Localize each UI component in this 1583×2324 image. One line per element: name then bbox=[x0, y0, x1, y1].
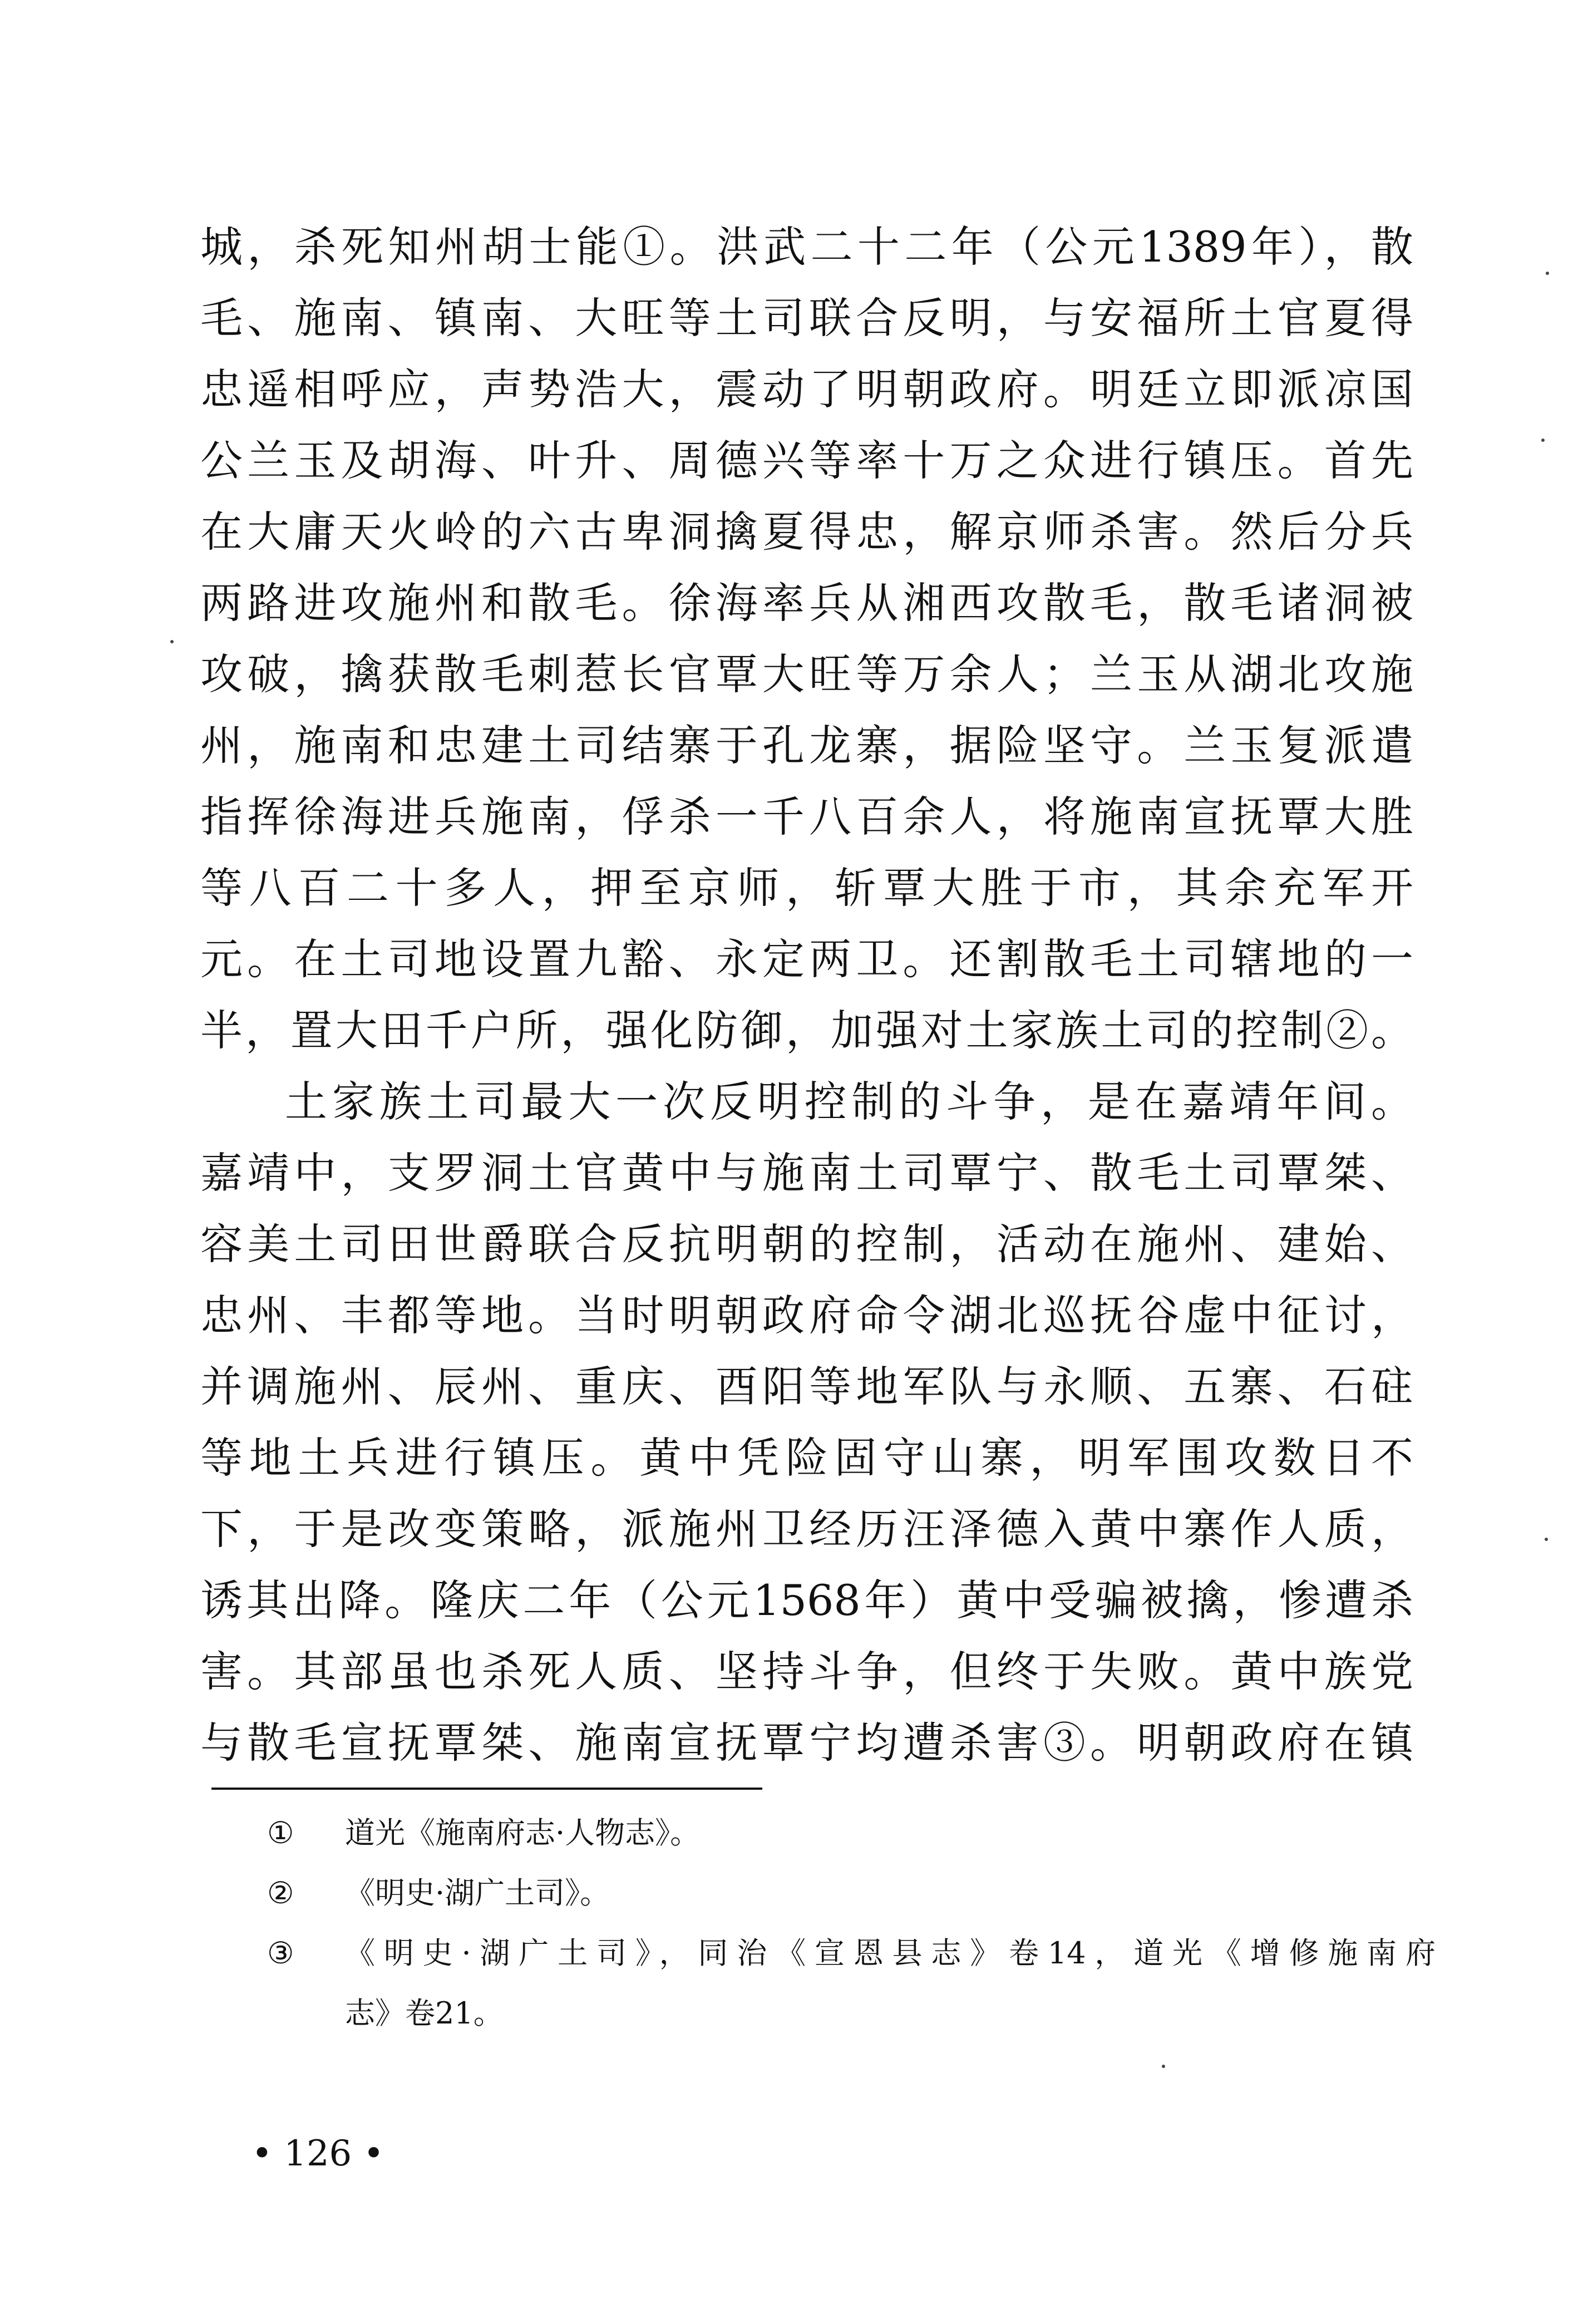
text-line: 攻破，擒获散毛刺惹长官覃大旺等万余人；兰玉从湖北攻施 bbox=[200, 649, 1413, 699]
text-line: 忠州、丰都等地。当时明朝政府命令湖北巡抚谷虚中征讨， bbox=[200, 1291, 1413, 1340]
footnotes bbox=[267, 1803, 1436, 2044]
footnote-marker: ① bbox=[267, 1815, 294, 1850]
text-line: 等地土兵进行镇压。黄中凭险固守山寨，明军围攻数日不 bbox=[200, 1433, 1413, 1483]
text-line: 等八百二十多人，押至京师，斩覃大胜于市，其余充军开 bbox=[200, 863, 1413, 913]
page-number: • 126 • bbox=[251, 2133, 384, 2174]
scan-speck bbox=[1162, 2065, 1165, 2068]
text-line: 忠遥相呼应，声势浩大，震动了明朝政府。明廷立即派凉国 bbox=[200, 365, 1413, 414]
text-line: 两路进攻施州和散毛。徐海率兵从湘西攻散毛，散毛诸洞被 bbox=[200, 578, 1413, 628]
text-line: 容美土司田世爵联合反抗明朝的控制，活动在施州、建始、 bbox=[200, 1219, 1413, 1269]
scan-speck bbox=[170, 640, 174, 643]
text-line: 与散毛宣抚覃桀、施南宣抚覃宁均遭杀害③。明朝政府在镇 bbox=[200, 1718, 1413, 1767]
text-line: 元。在土司地设置九豁、永定两卫。还割散毛土司辖地的一 bbox=[200, 934, 1413, 984]
text-line: 城，杀死知州胡士能①。洪武二十二年（公元1389年），散 bbox=[200, 222, 1413, 272]
footnote-text: 《明史·湖广土司》，同治《宣恩县志》卷14，道光《增修施南府 bbox=[345, 1936, 1436, 1971]
footnote-marker: ③ bbox=[267, 1936, 294, 1971]
footnote-continuation: 志》卷21。 bbox=[345, 1996, 504, 2031]
scan-speck bbox=[1545, 1538, 1548, 1541]
text-line: 嘉靖中，支罗洞土官黄中与施南土司覃宁、散毛土司覃桀、 bbox=[200, 1148, 1413, 1198]
text-line: 在大庸天火岭的六古卑洞擒夏得忠，解京师杀害。然后分兵 bbox=[200, 507, 1413, 557]
text-line: 并调施州、辰州、重庆、酉阳等地军队与永顺、五寨、石砫 bbox=[200, 1362, 1413, 1411]
text-line: 公兰玉及胡海、叶升、周德兴等率十万之众进行镇压。首先 bbox=[200, 436, 1413, 485]
paragraph-start-line: 土家族土司最大一次反明控制的斗争，是在嘉靖年间。 bbox=[285, 1077, 1413, 1126]
footnote bbox=[267, 1923, 1436, 1983]
footnote-divider bbox=[211, 1788, 762, 1790]
body-text bbox=[200, 211, 1413, 1779]
text-line: 指挥徐海进兵施南，俘杀一千八百余人，将施南宣抚覃大胜 bbox=[200, 792, 1413, 841]
scan-speck bbox=[1541, 439, 1545, 442]
text-line: 半，置大田千户所，强化防御，加强对土家族土司的控制②。 bbox=[200, 1006, 1413, 1055]
text-line: 害。其部虽也杀死人质、坚持斗争，但终于失败。黄中族党 bbox=[200, 1647, 1413, 1696]
text-line: 下，于是改变策略，派施州卫经历汪泽德入黄中寨作人质， bbox=[200, 1504, 1413, 1554]
text-line: 州，施南和忠建土司结寨于孔龙寨，据险坚守。兰玉复派遣 bbox=[200, 721, 1413, 770]
footnote-text: 道光《施南府志·人物志》。 bbox=[345, 1815, 701, 1850]
footnote-text: 《明史·湖广土司》。 bbox=[345, 1875, 610, 1911]
footnote bbox=[267, 1863, 1436, 1923]
footnote-marker: ② bbox=[267, 1875, 294, 1911]
text-line: 毛、施南、镇南、大旺等土司联合反明，与安福所土官夏得 bbox=[200, 293, 1413, 343]
text-line: 诱其出降。隆庆二年（公元1568年）黄中受骗被擒，惨遭杀 bbox=[200, 1575, 1413, 1625]
footnote bbox=[267, 1803, 1436, 1863]
scan-speck bbox=[1546, 272, 1549, 275]
